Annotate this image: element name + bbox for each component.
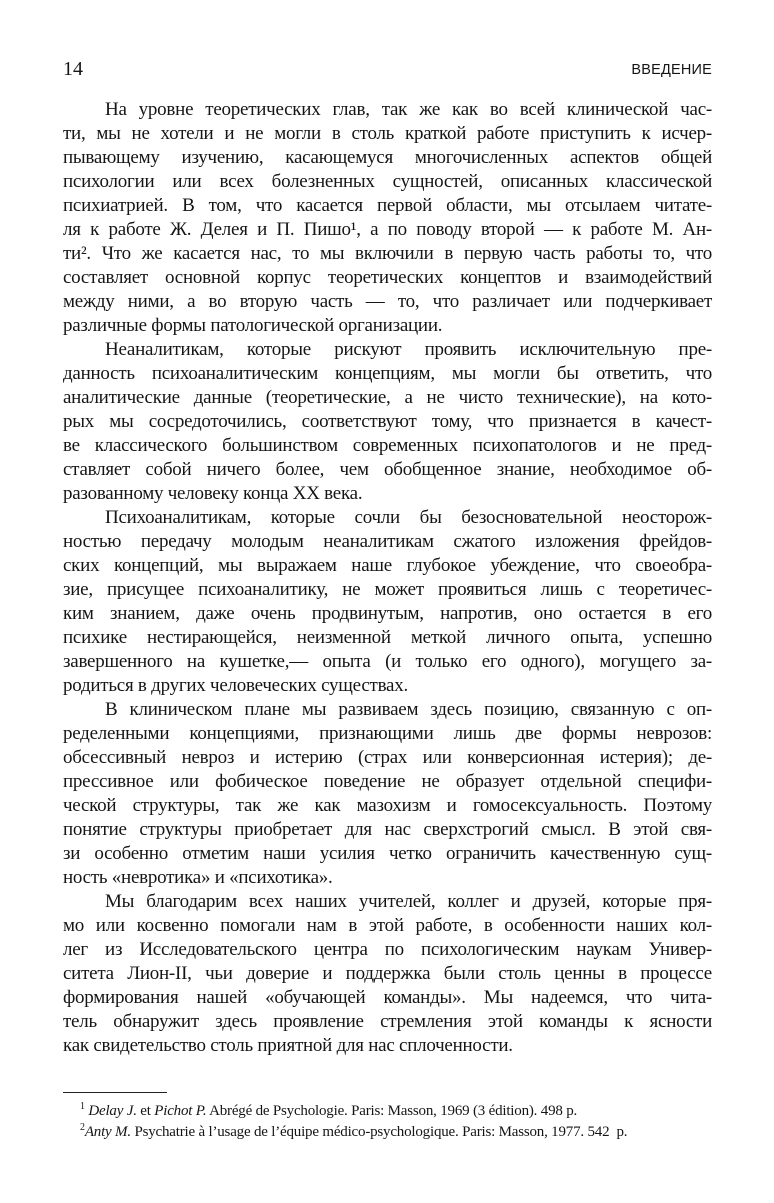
text-line: зие, присущее психоаналитику, не может проявиться лишь с теоретичес- (63, 579, 712, 600)
text-line: ве классического большинством современных психопатологов и не пред- (63, 435, 712, 456)
footnote-marker: 1 (80, 1101, 85, 1112)
text-line: аналитические данные (теоретические, а не чисто технические), на кото- (63, 387, 712, 408)
text-line: формирования нашей «обучающей команды». Мы надеемся, что чита- (63, 987, 712, 1008)
footnote-author: Pichot P. (154, 1103, 207, 1119)
text-line: разованному человеку конца XX века. (63, 483, 363, 504)
text-line: ти². Что же касается нас, то мы включили в первую часть работы то, что (63, 243, 712, 264)
text-line: составляет основной корпус теоретических концептов и взаимодействий (63, 267, 712, 288)
text-line: Неаналитикам, которые рискуют проявить исключительную пре- (105, 339, 712, 360)
footnote-marker: 2 (80, 1122, 85, 1133)
text-line: ситета Лион-II, чьи доверие и поддержка были столь ценны в процессе (63, 963, 712, 984)
text-line: родиться в других человеческих существах. (63, 675, 408, 696)
text-line: тель обнаружит здесь проявление стремления этой команды к ясности (63, 1011, 712, 1032)
footnote-2 (80, 1122, 627, 1141)
text-line: мо или косвенно помогали нам в этой работе, в особенности наших кол- (63, 915, 712, 936)
text-line: ределенными концепциями, признающими лишь две формы неврозов: (63, 723, 712, 744)
footnote-author: Anty M. (84, 1124, 131, 1140)
text-line: ти, мы не хотели и не могли в столь краткой работе приступить к исчер- (63, 123, 712, 144)
text-line: ских концепций, мы выражаем наше глубокое убеждение, что своеобра- (63, 555, 712, 576)
footnote-sep: et (136, 1103, 155, 1119)
text-line: зи особенно отметим наши усилия четко ограничить качественную сущ- (63, 843, 712, 864)
text-line: психике нестирающейся, неизменной меткой личного опыта, успешно (63, 627, 712, 648)
text-line: ля к работе Ж. Делея и П. Пишо¹, а по поводу второй — к работе М. Ан- (63, 219, 712, 240)
text-line: прессивное или фобическое поведение не образует отдельной специфи- (63, 771, 712, 792)
text-line: Мы благодарим всех наших учителей, коллег и друзей, которые пря- (105, 891, 712, 912)
footnote-author: Delay J. (88, 1103, 137, 1119)
text-line: между ними, а во вторую часть — то, что различает или подчеркивает (63, 291, 712, 312)
text-line: ким знанием, даже очень продвинутым, напротив, оно остается в его (63, 603, 712, 624)
text-line: завершенного на кушетке,— опыта (и только его одного), могущего за- (63, 651, 712, 672)
text-line: ностью передачу молодым неаналитикам сжатого изложения фрейдов- (63, 531, 712, 552)
footnote-1 (80, 1101, 577, 1120)
text-line: понятие структуры приобретает для нас сверхстрогий смысл. В этой свя- (63, 819, 712, 840)
footnote-divider (63, 1092, 167, 1093)
text-line: данность психоаналитическим концепциям, мы могли бы ответить, что (63, 363, 712, 384)
text-line: психологии или всех болезненных сущностей, описанных классической (63, 171, 712, 192)
text-line: обсессивный невроз и истерию (страх или конверсионная истерия); де- (63, 747, 712, 768)
text-line: ставляет собой ничего более, чем обобщенное знание, необходимое об- (63, 459, 712, 480)
footnote-text: Abrégé de Psychologie. Paris: Masson, 1969 (3 édition). 498 p. (206, 1103, 578, 1119)
text-line: ность «невротика» и «психотика». (63, 867, 333, 888)
text-line: На уровне теоретических глав, так же как во всей клинической час- (105, 99, 712, 120)
text-line: различные формы патологической организации. (63, 315, 443, 336)
footnote-text: Psychatrie à l’usage de l’équipe médico-psychologique. Paris: Masson, 1977. 542 p. (130, 1124, 628, 1140)
page-number: 14 (63, 58, 83, 80)
running-head: ВВЕДЕНИЕ (631, 62, 712, 78)
text-line: ческой структуры, так же как мазохизм и гомосексуальность. Поэтому (63, 795, 712, 816)
body-text (63, 98, 712, 1058)
text-line: лег из Исследовательского центра по психологическим наукам Универ- (63, 939, 712, 960)
text-line: как свидетельство столь приятной для нас сплоченности. (63, 1035, 513, 1056)
text-line: пывающему изучению, касающемуся многочисленных аспектов общей (63, 147, 712, 168)
text-line: психиатрией. В том, что касается первой области, мы отсылаем читате- (63, 195, 712, 216)
text-line: Психоаналитикам, которые сочли бы безосновательной неосторож- (105, 507, 712, 528)
text-line: В клиническом плане мы развиваем здесь позицию, связанную с оп- (105, 699, 712, 720)
text-line: рых мы сосредоточились, соответствуют тому, что признается в качест- (63, 411, 712, 432)
